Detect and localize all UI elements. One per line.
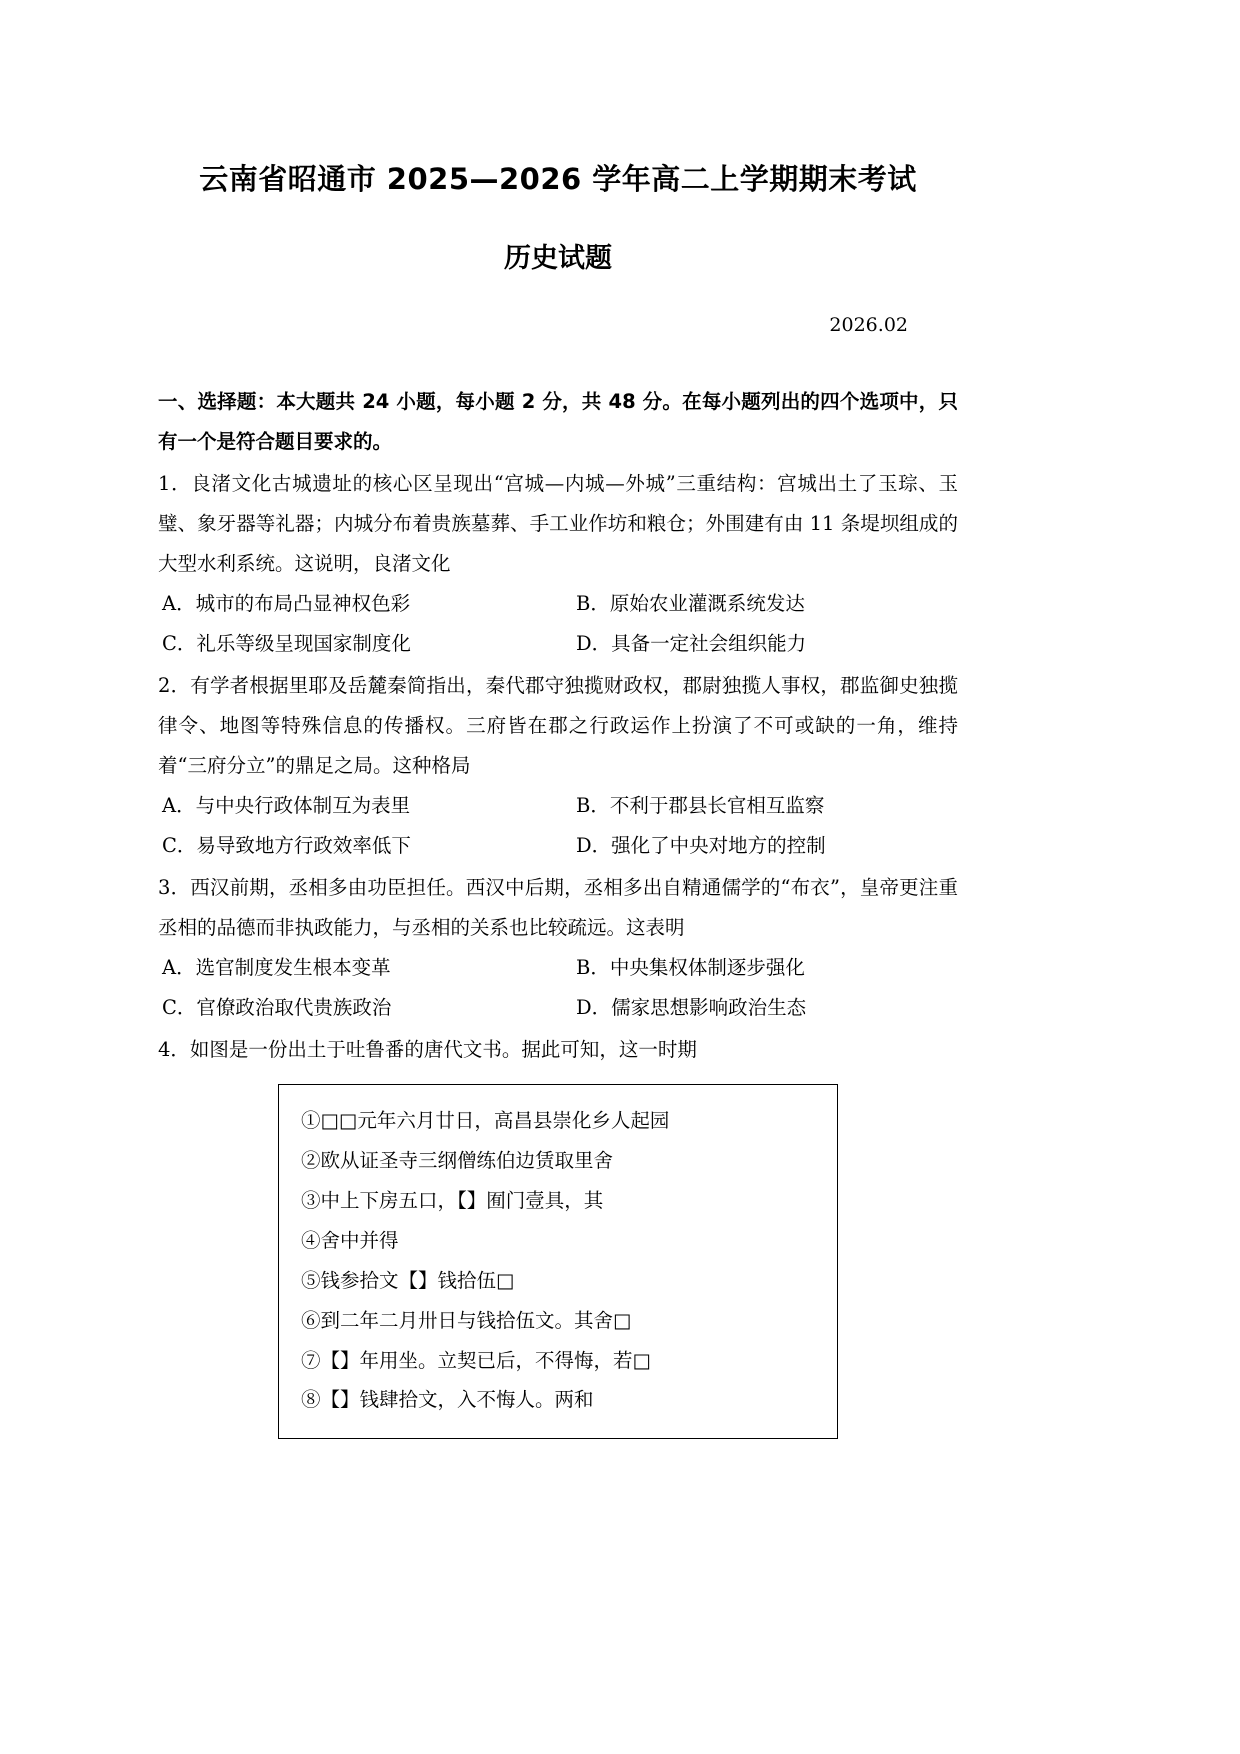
option-c[interactable]: C．官僚政治取代贵族政治	[162, 995, 392, 1019]
option-row	[158, 786, 958, 826]
option-a[interactable]: A．选官制度发生根本变革	[162, 955, 391, 979]
option-a[interactable]: A．城市的布局凸显神权色彩	[162, 592, 411, 616]
option-c[interactable]: C．礼乐等级呈现国家制度化	[162, 632, 411, 656]
question-options	[158, 786, 958, 866]
question-stem: 1．良渚文化古城遗址的核心区呈现出“宫城—内城—外城”三重结构：宫城出土了玉琮、玉璧、象牙器等礼器；内城分布着贵族墓葬、手工业作坊和粮仓；外围建有由 11 条堤坝组成的大型水利系统。这说明，良渚文化	[158, 472, 958, 576]
option-row	[158, 624, 958, 664]
option-b[interactable]: B．原始农业灌溉系统发达	[576, 592, 805, 616]
option-row	[158, 988, 958, 1028]
document-line: ②欧从证圣寺三纲僧练伯边赁取里舍	[301, 1148, 614, 1172]
option-row	[158, 826, 958, 866]
document-line: ⑦【】年用坐。立契已后，不得悔，若□	[301, 1348, 651, 1372]
option-d[interactable]: D．儒家思想影响政治生态	[576, 995, 807, 1019]
section-instruction: 一、选择题：本大题共 24 小题，每小题 2 分，共 48 分。在每小题列出的四个选项中，只有一个是符合题目要求的。	[158, 390, 958, 454]
option-d[interactable]: D．强化了中央对地方的控制	[576, 833, 826, 857]
question-stem: 4．如图是一份出土于吐鲁番的唐代文书。据此可知，这一时期	[158, 1037, 697, 1061]
question-item	[158, 462, 958, 664]
question-item	[158, 1028, 958, 1070]
option-row	[158, 948, 958, 988]
question-stem: 3．西汉前期，丞相多由功臣担任。西汉中后期，丞相多出自精通儒学的“布衣”，皇帝更注重丞相的品德而非执政能力，与丞相的关系也比较疏远。这表明	[158, 875, 958, 939]
option-b[interactable]: B．不利于郡县长官相互监察	[576, 793, 825, 817]
option-b[interactable]: B．中央集权体制逐步强化	[576, 955, 805, 979]
document-line: ⑧【】钱肆拾文，入不悔人。两和	[301, 1388, 594, 1412]
option-a[interactable]: A．与中央行政体制互为表里	[162, 793, 411, 817]
document-line: ⑤钱参拾文【】钱拾伍□	[301, 1268, 515, 1292]
page-subtitle: 历史试题	[504, 243, 612, 275]
option-row	[158, 584, 958, 624]
document-line: ⑥到二年二月卅日与钱拾伍文。其舍□	[301, 1308, 632, 1332]
question-stem: 2．有学者根据里耶及岳麓秦简指出，秦代郡守独揽财政权，郡尉独揽人事权，郡监御史独揽律令、地图等特殊信息的传播权。三府皆在郡之行政运作上扮演了不可或缺的一角，维持着“三府分立”的鼎足之局。这种格局	[158, 674, 958, 777]
page-content	[158, 0, 958, 1439]
question-item	[158, 664, 958, 866]
document-box	[278, 1084, 838, 1440]
document-line: ①□□元年六月廿日，高昌县崇化乡人起园	[301, 1108, 670, 1132]
document-line: ③中上下房五口，【】囿门壹具，其	[301, 1188, 604, 1212]
option-c[interactable]: C．易导致地方行政效率低下	[162, 833, 411, 857]
option-d[interactable]: D．具备一定社会组织能力	[576, 632, 807, 656]
document-figure	[158, 1070, 958, 1440]
page-title: 云南省昭通市 2025—2026 学年高二上学期期末考试	[199, 162, 917, 196]
question-item	[158, 866, 958, 1028]
document-line: ④舍中并得	[301, 1228, 399, 1252]
exam-date: 2026.02	[829, 314, 908, 337]
question-options	[158, 948, 958, 1028]
question-options	[158, 584, 958, 664]
